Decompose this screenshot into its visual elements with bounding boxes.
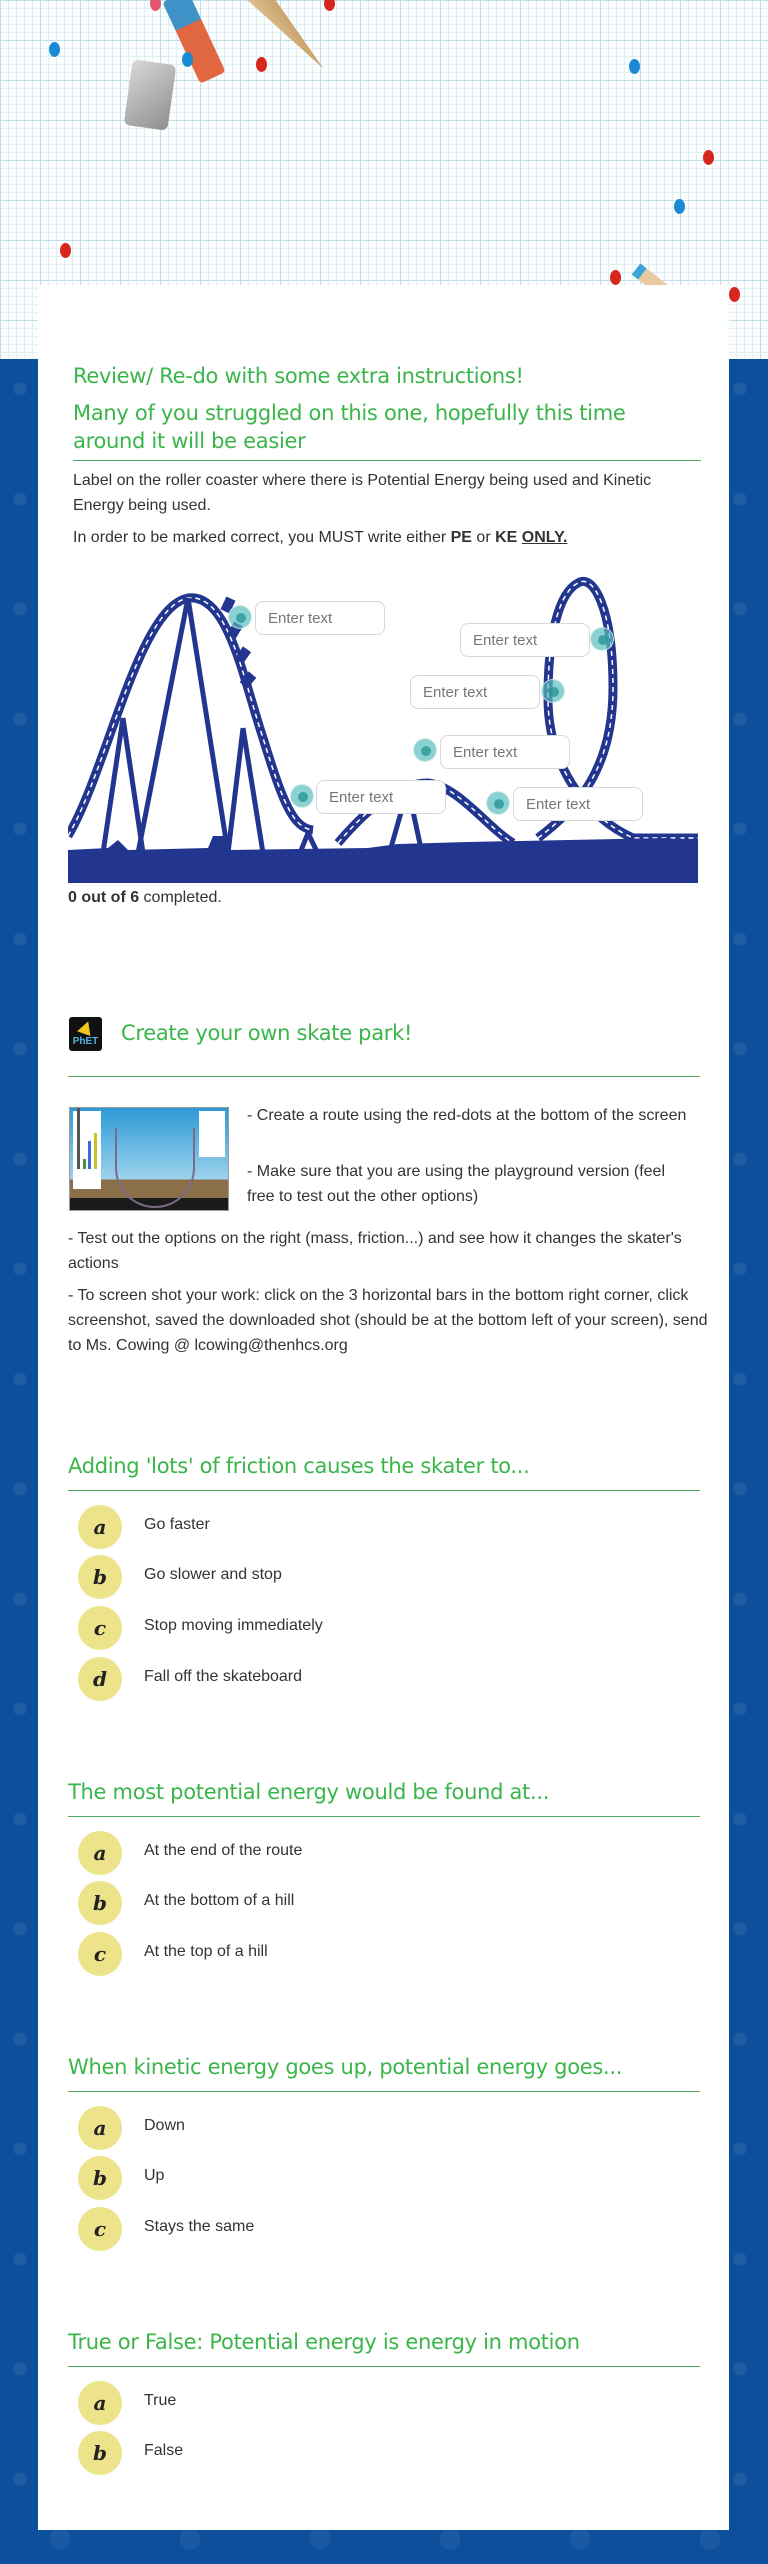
worksheet-card — [38, 285, 729, 2530]
section-divider — [68, 2366, 700, 2367]
dot-decoration — [182, 52, 193, 67]
option-text: At the bottom of a hill — [144, 1892, 295, 1909]
option-text: Up — [144, 2167, 165, 2184]
section-divider — [68, 2091, 700, 2092]
option-text: Go faster — [144, 1516, 210, 1533]
option-text: Stays the same — [144, 2218, 255, 2235]
progress-label: completed. — [139, 889, 222, 906]
option-letter-badge: c — [78, 2207, 122, 2251]
option-letter-badge: d — [78, 1657, 122, 1701]
answer-option-b[interactable] — [68, 2431, 668, 2475]
instruction-or: or — [471, 529, 496, 546]
skate-park-simulation-thumbnail[interactable] — [69, 1107, 229, 1211]
coaster-label-input-5[interactable] — [316, 780, 446, 814]
coaster-label-input-4[interactable] — [440, 735, 570, 769]
hotspot-marker — [413, 738, 437, 762]
dot-decoration — [729, 287, 740, 302]
skatepark-step-2: - Make sure that you are using the playground version (feel free to test out the other options) — [247, 1163, 666, 1205]
phet-logo-icon — [69, 1017, 102, 1051]
hotspot-marker — [290, 784, 314, 808]
dot-decoration — [674, 199, 685, 214]
question-title: True or False: Potential energy is energy in motion — [68, 2330, 580, 2354]
answer-option-a[interactable] — [68, 1831, 668, 1875]
answer-option-c[interactable] — [68, 1606, 668, 1650]
phet-logo-text: PhET — [72, 1036, 99, 1047]
options-panel — [199, 1111, 225, 1157]
option-letter-badge: a — [78, 1831, 122, 1875]
dot-decoration — [256, 57, 267, 72]
progress-status — [68, 885, 222, 910]
answer-option-b[interactable] — [68, 1881, 668, 1925]
instruction-warning-text: In order to be marked correct, you MUST write either — [73, 529, 451, 546]
answer-option-a[interactable] — [68, 2106, 668, 2150]
option-letter-badge: b — [78, 2156, 122, 2200]
section-divider — [73, 460, 701, 461]
paper-plane-icon — [77, 1019, 95, 1036]
review-title: Review/ Re-do with some extra instructions! — [73, 364, 524, 388]
answer-option-a[interactable] — [68, 2381, 668, 2425]
answer-option-d[interactable] — [68, 1657, 668, 1701]
dot-decoration — [49, 42, 60, 57]
question-title: Adding 'lots' of friction causes the skater to... — [68, 1454, 530, 1478]
answer-option-a[interactable] — [68, 1505, 668, 1549]
answer-option-b[interactable] — [68, 2156, 668, 2200]
review-subtitle: Many of you struggled on this one, hopefully this time around it will be easier — [73, 401, 626, 453]
option-text: Fall off the skateboard — [144, 1668, 303, 1685]
option-text: False — [144, 2442, 184, 2459]
option-letter-badge: c — [78, 1606, 122, 1650]
skatepark-step-4: - To screen shot your work: click on the 3 horizontal bars in the bottom right corner, click screenshot, saved the downloaded shot (should be at the bottom left of your screen), send to Ms. Cowing @ lcowing@thenhcs.org — [68, 1287, 708, 1354]
skatepark-step-3: - Test out the options on the right (mass, friction...) and see how it changes the skater's actions — [68, 1230, 682, 1272]
option-letter-badge: b — [78, 1555, 122, 1599]
section-divider — [68, 1076, 700, 1077]
option-text: True — [144, 2392, 177, 2409]
coaster-label-input-6[interactable] — [513, 787, 643, 821]
option-letter-badge: b — [78, 2431, 122, 2475]
option-letter-badge: a — [78, 1505, 122, 1549]
coaster-label-input-3[interactable] — [410, 675, 540, 709]
dot-decoration — [703, 150, 714, 165]
sharpener-decoration — [124, 59, 177, 130]
option-letter-badge: c — [78, 1932, 122, 1976]
hotspot-marker — [228, 605, 252, 629]
option-letter-badge: b — [78, 1881, 122, 1925]
coaster-label-input-1[interactable] — [255, 601, 385, 635]
instruction-warning — [73, 525, 703, 550]
dot-decoration — [150, 0, 161, 11]
option-letter-badge: a — [78, 2381, 122, 2425]
energy-chart-panel — [73, 1111, 101, 1189]
hotspot-marker — [486, 791, 510, 815]
dot-decoration — [610, 270, 621, 285]
question-title: When kinetic energy goes up, potential energy goes... — [68, 2055, 623, 2079]
question-title: The most potential energy would be found at... — [68, 1780, 550, 1804]
section-divider — [68, 1490, 700, 1491]
option-text: Stop moving immediately — [144, 1617, 323, 1634]
option-letter-badge: a — [78, 2106, 122, 2150]
answer-option-b[interactable] — [68, 1555, 668, 1599]
skate-track — [115, 1128, 195, 1208]
instruction-text: Label on the roller coaster where there is Potential Energy being used and Kinetic Energy being used. — [73, 472, 652, 514]
dot-decoration — [629, 59, 640, 74]
ke-label: KE — [495, 529, 518, 546]
progress-count: 0 out of 6 — [68, 889, 140, 906]
answer-option-c[interactable] — [68, 1932, 668, 1976]
option-text: Go slower and stop — [144, 1566, 282, 1583]
pe-label: PE — [450, 529, 472, 546]
option-text: Down — [144, 2117, 185, 2134]
only-label: ONLY. — [521, 529, 568, 546]
coaster-label-input-2[interactable] — [460, 623, 590, 657]
option-text: At the end of the route — [144, 1842, 303, 1859]
ruler-decoration — [225, 0, 324, 86]
dot-decoration — [324, 0, 335, 11]
dot-decoration — [60, 243, 71, 258]
option-text: At the top of a hill — [144, 1943, 268, 1960]
skatepark-title: Create your own skate park! — [121, 1021, 413, 1045]
section-divider — [68, 1816, 700, 1817]
hotspot-marker — [590, 627, 614, 651]
hotspot-marker — [541, 679, 565, 703]
answer-option-c[interactable] — [68, 2207, 668, 2251]
skatepark-step-1: - Create a route using the red-dots at the bottom of the screen — [247, 1107, 687, 1124]
